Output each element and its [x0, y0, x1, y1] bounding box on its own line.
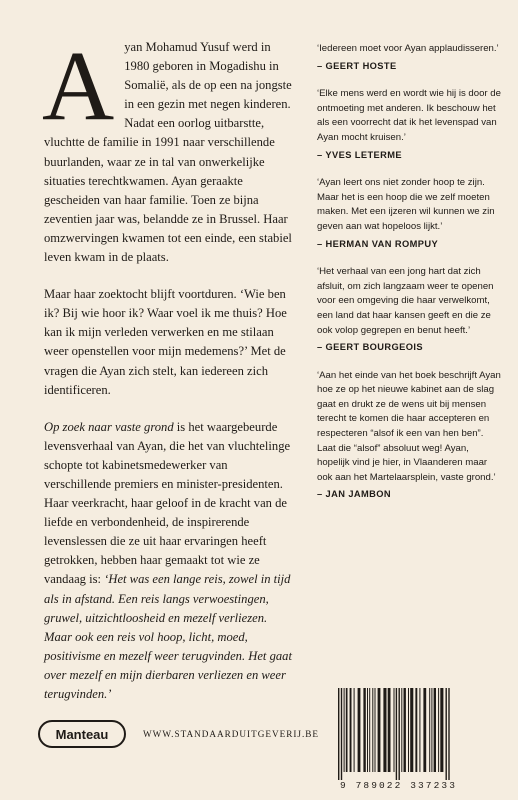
barcode-bar: [434, 688, 436, 772]
endorsement-text: ‘Ayan leert ons niet zonder hoop te zijn. Maar het is een hoop die we zelf moeten maken. Met een ijzeren wil kunnen we zin geven aan wat hopeloos lijkt.’: [317, 177, 495, 232]
endorsements-column: [317, 42, 503, 516]
barcode-bar: [408, 688, 409, 772]
endorsement-author: – GEERT BOURGEOIS: [317, 342, 423, 353]
endorsement: [317, 176, 503, 251]
barcode-bar: [378, 688, 381, 772]
blurb-column: [42, 30, 296, 722]
barcode-bar: [358, 688, 361, 772]
barcode-bar: [431, 688, 432, 772]
barcode-bar: [346, 688, 348, 772]
barcode-bar: [369, 688, 370, 772]
endorsement-author: – HERMAN VAN ROMPUY: [317, 238, 439, 249]
barcode-bar: [438, 688, 439, 772]
endorsement-author: – GEERT HOSTE: [317, 60, 397, 71]
endorsement-text: ‘Elke mens werd en wordt wie hij is door de ontmoeting met anderen. Ik beschouw het als een voorrecht dat ik het levenspad van Ayan mocht kruisen.’: [317, 88, 501, 143]
barcode-bar: [423, 688, 426, 772]
book-title: Op zoek naar vaste grond: [44, 419, 174, 434]
blurb-paragraph-3: [44, 418, 296, 704]
barcode-bar: [440, 688, 443, 772]
barcode-bar: [404, 688, 406, 772]
barcode-bar: [383, 688, 386, 772]
blurb-paragraph-1: [42, 30, 296, 267]
barcode-bar: [388, 688, 391, 772]
blurb-paragraph-3-body: is het waargebeurde levensverhaal van Ayan, die het van vluchtelinge schopte tot kabinetsmedewerker van verschillende premiers en minister-presidenten. Haar veerkracht, haar geloof in de kracht van de liefde en verbondenheid, de inspirerende levenslessen die ze uit haar ervaringen heeft getrokken, hebben haar gemaakt tot wie ze vandaag is:: [44, 419, 291, 587]
barcode-bar: [410, 688, 413, 772]
barcode-bar: [367, 688, 368, 772]
barcode-bar: [341, 688, 342, 780]
barcode-bar: [375, 688, 376, 772]
drop-cap: A: [42, 30, 115, 141]
barcode-bars: [332, 688, 502, 780]
endorsement: [317, 265, 503, 355]
endorsement: [317, 42, 503, 73]
endorsement: [317, 87, 503, 162]
blurb-paragraph-1-text: yan Mohamud Yusuf werd in 1980 geboren in Mogadishu in Somalië, als de op een na jongste in een gezin met negen kinderen. Nadat een oorlog uitbarstte, vluchtte de familie in 1991 naar verschillende buurlanden, waar ze in tal van onwerkelijke situaties terechtkwamen. Ayan geraakte gescheiden van haar familie. Toen ze bijna zeventien jaar was, belandde ze in Brussel. Haar omzwervingen kwamen tot een einde, een stabiel leven kwam in de plaats.: [44, 40, 292, 265]
ayan-quote: ‘Het was een lange reis, zowel in tijd als in afstand. Een reis langs verwoestingen, gruwel, uitzichtloosheid en mezelf verliezen. Maar ook een reis vol hoop, licht, moed, positivisme en mezelf weer terugvinden. Het gaat over mezelf en mijn dierbaren verliezen en weer terugvinden.’: [44, 572, 292, 701]
publisher-logo: [38, 720, 126, 748]
barcode-bar: [372, 688, 373, 772]
publisher-website: WWW.STANDAARDUITGEVERIJ.BE: [143, 729, 319, 739]
endorsement-author: – JAN JAMBON: [317, 489, 392, 500]
barcode-bar: [338, 688, 339, 780]
barcode-bar: [396, 688, 397, 780]
endorsement-text: ‘Het verhaal van een jong hart dat zich afsluit, om zich langzaam weer te openen voor een omgeving die haar verwelkomt, een land dat haar kansen geeft en die ze ook volop gegrepen en benut heeft.’: [317, 266, 494, 336]
barcode-bar: [419, 688, 420, 772]
barcode: [332, 688, 502, 794]
barcode-bar: [448, 688, 449, 780]
barcode-bar: [350, 688, 352, 772]
barcode-bar: [446, 688, 447, 780]
barcode-bar: [399, 688, 400, 780]
isbn-number: 9 789022 337233: [340, 780, 458, 791]
endorsement: [317, 369, 503, 502]
endorsement-author: – YVES LETERME: [317, 149, 402, 160]
barcode-bar: [401, 688, 402, 772]
barcode-bar: [394, 688, 395, 772]
blurb-paragraph-2: Maar haar zoektocht blijft voortduren. ‘Wie ben ik? Bij wie hoor ik? Waar voel ik me thuis? Hoe kan ik mijn verleden verwerken en me stilaan weer openstellen voor mijn medemens?’ Met de vragen die Ayan zich stelt, kan iedereen zich identificeren.: [44, 287, 287, 397]
endorsement-text: ‘Aan het einde van het boek beschrijft Ayan hoe ze op het nieuwe kabinet aan de slag gaat en drukt ze de wens uit bij mensen terecht te komen die haar accepteren en respecteren “alsof ik een van hen ben”. Laat die “alsof” absoluut weg! Ayan, hopelijk vind je hier, in Vlaanderen maar ook aan het Martelaarsplein, vaste grond.’: [317, 369, 501, 483]
endorsement-text: ‘Iedereen moet voor Ayan applaudisseren.’: [317, 43, 499, 54]
barcode-bar: [429, 688, 430, 772]
barcode-bar: [415, 688, 417, 772]
barcode-bar: [354, 688, 355, 772]
publisher-logo-text: Manteau: [55, 726, 109, 742]
barcode-bar: [363, 688, 365, 772]
barcode-bar: [344, 688, 345, 772]
